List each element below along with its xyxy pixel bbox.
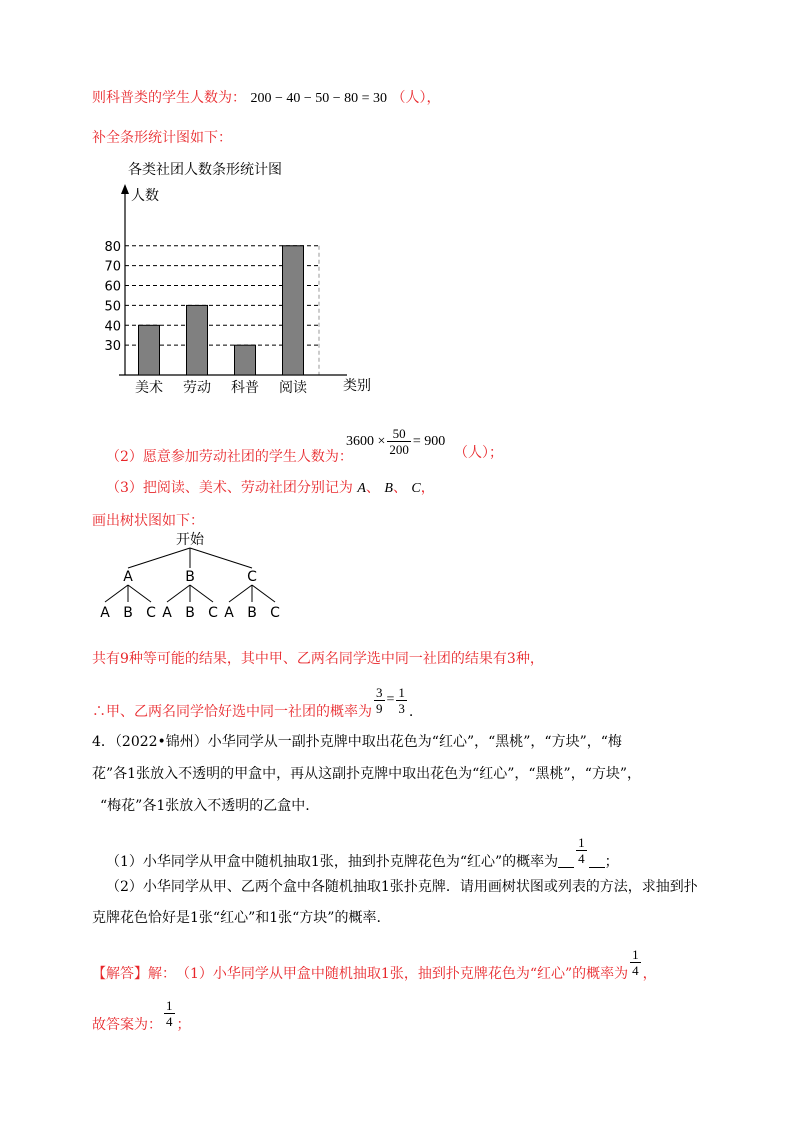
p4-line1: 4．（2022•锦州）小华同学从一副扑克牌中取出花色为“红心”，“黑桃”，“方块”，“梅 <box>92 734 622 750</box>
tree-nodes <box>100 532 280 621</box>
q2-pre: 3600 × <box>346 433 386 449</box>
result2-d1: 9 <box>376 700 383 716</box>
answer-text: （1）小华同学从甲盒中随机抽取1张，抽到扑克牌花色为“红心”的概率为 <box>176 966 629 982</box>
tree-level2-node: C <box>270 605 280 621</box>
p4-q2-line1: （2）小华同学从甲、乙两个盒中各随机抽取1张扑克牌．请用画树状图或列表的方法，求抽到扑 <box>106 879 698 895</box>
tree-level1-node: B <box>185 569 195 585</box>
result2-d2: 3 <box>398 700 405 716</box>
answer-fraction2 <box>164 998 175 1029</box>
p4-line3: “梅花”各1张放入不透明的乙盒中. <box>100 798 310 814</box>
answer-end2: ； <box>176 1017 191 1033</box>
result2-n2: 1 <box>398 684 405 700</box>
tree-level1-node: C <box>247 569 257 585</box>
q2-fraction <box>387 426 411 457</box>
x-tick-label: 劳动 <box>183 380 211 396</box>
result-line2 <box>92 678 413 722</box>
result2-eq: = <box>386 692 395 707</box>
p4-q1-num: 1 <box>578 834 585 850</box>
chart-plot-area <box>104 184 347 396</box>
x-tick-label: 科普 <box>231 380 259 396</box>
q2-punct: ； <box>489 445 503 461</box>
result2-prefix: ∴甲、乙两名同学恰好选中同一社团的概率为 <box>92 704 372 720</box>
q3-text: （3）把阅读、美术、劳动社团分别记为 <box>106 480 353 496</box>
tree-root: 开始 <box>176 532 204 548</box>
bar <box>187 305 208 375</box>
answer-den2: 4 <box>166 1013 173 1029</box>
q2-suffix: （人） <box>454 445 489 461</box>
answer-line2-text: 故答案为： <box>92 1017 162 1033</box>
p4-q1-prefix: （1）小华同学从甲盒中随机抽取1张，抽到扑克牌花色为“红心”的概率为 <box>106 854 559 870</box>
x-tick-label: 美术 <box>135 380 163 396</box>
tree-level2-node: B <box>123 605 133 621</box>
tree-intro: 画出树状图如下： <box>92 513 204 529</box>
answer-den: 4 <box>632 962 639 978</box>
tree-level2-node: A <box>100 605 110 621</box>
q3-sep2: 、 <box>392 480 407 496</box>
q2-post: = 900 <box>412 433 446 449</box>
line1-comma: ， <box>426 90 441 106</box>
answer-num2: 1 <box>166 997 173 1013</box>
p4-q1-fraction <box>576 835 587 866</box>
chart-xlabel: 类别 <box>343 378 371 394</box>
tree-level1-node: A <box>123 569 133 585</box>
q3-sep1: 、 <box>365 480 380 496</box>
q3-b: B <box>384 481 393 496</box>
chart-title: 各类社团人数条形统计图 <box>128 162 282 178</box>
y-tick-label: 50 <box>104 299 121 315</box>
q2-text: （2）愿意参加劳动社团的学生人数为： <box>106 449 353 465</box>
result-line1: 共有9种等可能的结果，其中甲、乙两名同学选中同一社团的结果有3种， <box>92 651 544 667</box>
line1-prefix: 则科普类的学生人数为： <box>92 90 246 106</box>
y-tick-label: 70 <box>104 259 121 275</box>
line-chart-intro: 补全条形统计图如下： <box>92 130 232 146</box>
bar-chart <box>95 150 415 410</box>
answer-fraction <box>630 947 641 978</box>
tree-level2-node: B <box>247 605 257 621</box>
result2-end: . <box>408 704 414 720</box>
answer-end: ， <box>642 966 657 982</box>
q2-expression <box>346 426 445 457</box>
p4-q1-den: 4 <box>578 850 585 866</box>
tree-level2-node: B <box>185 605 195 621</box>
tree-edge <box>105 585 128 602</box>
tree-edge <box>229 585 252 602</box>
answer-jie: 解： <box>148 966 176 982</box>
q3-end: ， <box>420 480 435 496</box>
q3-line <box>106 478 435 499</box>
y-tick-label: 40 <box>104 319 121 335</box>
tree-level2-node: A <box>162 605 172 621</box>
p4-q1-blank-right <box>589 851 605 868</box>
x-tick-label: 阅读 <box>279 380 307 396</box>
y-tick-label: 60 <box>104 279 121 295</box>
line-science-count <box>92 88 441 109</box>
p4-q1-blank-left <box>558 851 574 868</box>
tree-edge <box>167 585 190 602</box>
q3-a: A <box>357 481 366 496</box>
result2-n1: 3 <box>376 684 383 700</box>
line1-expression: 200 − 40 − 50 − 80 = 30 <box>250 91 388 106</box>
tree-edge <box>128 585 151 602</box>
bar <box>235 345 256 375</box>
tree-diagram <box>92 528 292 623</box>
tree-level2-node: A <box>224 605 234 621</box>
result2-frac1 <box>374 685 385 716</box>
answer-line1 <box>92 940 657 984</box>
bar <box>283 246 304 375</box>
q2-suffix-wrap <box>454 443 503 463</box>
y-tick-label: 30 <box>104 339 121 355</box>
tree-edge <box>190 585 213 602</box>
tree-edge <box>190 548 252 568</box>
chart-ylabel: 人数 <box>131 188 159 204</box>
y-tick-label: 80 <box>104 239 121 255</box>
p4-q2-line2: 克牌花色恰好是1张“红心”和1张“方块”的概率. <box>92 910 381 926</box>
p4-q1-end: ； <box>604 854 619 870</box>
bar <box>139 325 160 375</box>
tree-level2-node: C <box>146 605 156 621</box>
answer-tag: 【解答】 <box>92 966 148 982</box>
q2-frac-num: 50 <box>392 426 406 441</box>
answer-line2 <box>92 991 191 1035</box>
q2-frac-den: 200 <box>389 442 409 457</box>
q3-c: C <box>411 481 421 496</box>
answer-num: 1 <box>632 946 639 962</box>
result2-frac2 <box>396 685 407 716</box>
y-axis-arrow <box>121 184 129 194</box>
p4-q1 <box>106 828 619 872</box>
tree-edge <box>252 585 275 602</box>
line1-suffix: （人） <box>391 90 427 106</box>
tree-level2-node: C <box>208 605 218 621</box>
p4-line2: 花”各1张放入不透明的甲盒中，再从这副扑克牌中取出花色为“红心”，“黑桃”，“方块”， <box>92 766 642 782</box>
tree-edge <box>128 548 190 568</box>
